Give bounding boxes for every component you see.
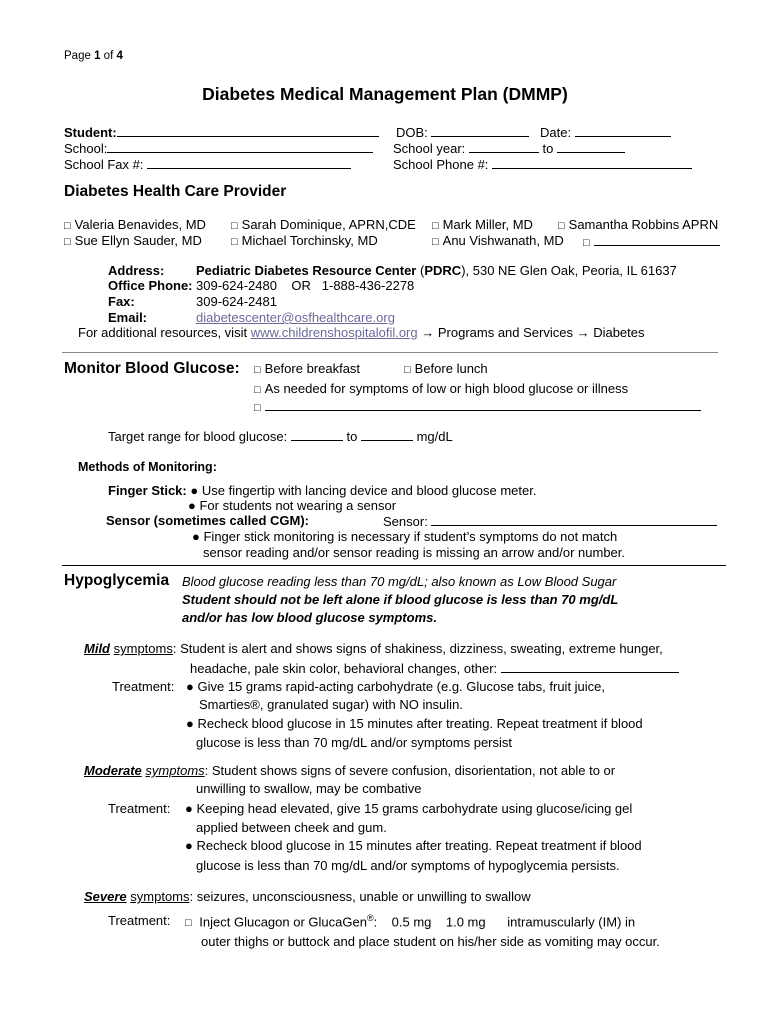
dose-option-1[interactable]: 0.5 mg: [391, 914, 432, 930]
bullet-icon: ●: [186, 679, 194, 694]
student-row: [64, 124, 379, 140]
checkbox-icon[interactable]: □: [231, 220, 238, 232]
severe-symptoms-row: Severe symptoms: seizures, unconsciousness, unable or unwilling to swallow: [84, 889, 531, 904]
monitor-other-option[interactable]: [254, 398, 701, 414]
document-title: Diabetes Medical Management Plan (DMMP): [202, 84, 568, 104]
moderate-treatment-1: ● Keeping head elevated, give 15 grams carbohydrate using glucose/icing gel: [185, 801, 633, 816]
email-link[interactable]: diabetescenter@osfhealthcare.org: [196, 310, 395, 325]
moderate-treatment-2-cont: glucose is less than 70 mg/dL and/or symptoms of hypoglycemia persists.: [196, 858, 620, 873]
date-field[interactable]: [575, 124, 671, 137]
date-label: Date:: [540, 125, 572, 140]
school-year-to: to: [542, 141, 554, 156]
hypoglycemia-description: Blood glucose reading less than 70 mg/dL; also known as Low Blood Sugar: [182, 574, 617, 589]
mild-treatment-2: ● Recheck blood glucose in 15 minutes after treating. Repeat treatment if blood: [186, 716, 643, 731]
severe-treatment-cont: outer thighs or buttock and place student on his/her side as vomiting may occur.: [201, 934, 660, 949]
finger-stick-row: Finger Stick: ● Use fingertip with lancing device and blood glucose meter.: [108, 483, 537, 498]
mild-treatment-label: Treatment:: [112, 679, 175, 694]
checkbox-icon[interactable]: □: [254, 384, 261, 396]
provider-heading: Diabetes Health Care Provider: [64, 183, 287, 200]
hypoglycemia-warning-2: and/or has low blood glucose symptoms.: [182, 610, 437, 625]
school-phone-field[interactable]: [492, 156, 692, 169]
moderate-symptoms-row: Moderate symptoms: Student shows signs of severe confusion, disorientation, not able to or: [84, 763, 616, 778]
provider-option[interactable]: □ Samantha Robbins APRN: [558, 217, 719, 232]
school-field[interactable]: [107, 140, 373, 153]
bullet-icon: ●: [190, 483, 199, 498]
checkbox-icon[interactable]: □: [558, 220, 565, 232]
target-range-row: Target range for blood glucose: to mg/dL: [108, 429, 453, 444]
school-phone-label: School Phone #:: [393, 157, 489, 172]
school-phone-row: [393, 156, 692, 172]
school-year-end-field[interactable]: [557, 140, 625, 153]
fax-label: Fax:: [108, 294, 135, 309]
dob-row: [396, 124, 529, 140]
as-needed-option[interactable]: □ As needed for symptoms of low or high blood glucose or illness: [254, 381, 629, 396]
provider-option[interactable]: □ Michael Torchinsky, MD: [231, 233, 378, 248]
checkbox-icon[interactable]: □: [404, 364, 411, 376]
address-label: Address:: [108, 263, 165, 278]
before-lunch-option[interactable]: □ Before lunch: [404, 361, 488, 376]
sensor-field[interactable]: [431, 513, 717, 526]
school-fax-row: [64, 156, 351, 172]
address-value: Pediatric Diabetes Resource Center (PDRC), 530 NE Glen Oak, Peoria, IL 61637: [196, 263, 677, 278]
checkbox-icon[interactable]: □: [254, 364, 261, 376]
monitor-heading: Monitor Blood Glucose:: [64, 360, 240, 377]
checkbox-icon[interactable]: □: [64, 236, 71, 248]
date-row: [540, 124, 671, 140]
mild-other-field[interactable]: [501, 660, 679, 673]
dose-option-2[interactable]: 1.0 mg: [445, 914, 486, 930]
checkbox-icon[interactable]: □: [254, 402, 261, 414]
school-row: [64, 140, 373, 156]
student-label: Student:: [64, 125, 117, 140]
provider-option[interactable]: □ Mark Miller, MD: [432, 217, 533, 232]
moderate-treatment-2: ● Recheck blood glucose in 15 minutes after treating. Repeat treatment if blood: [185, 838, 642, 853]
bullet-icon: ●: [185, 801, 193, 816]
mild-treatment-2-cont: glucose is less than 70 mg/dL and/or symptoms persist: [196, 735, 512, 750]
moderate-symptoms-cont: unwilling to swallow, may be combative: [196, 781, 422, 796]
methods-heading: Methods of Monitoring:: [78, 460, 217, 474]
provider-option[interactable]: □ Valeria Benavides, MD: [64, 217, 206, 232]
sensor-label: Sensor (sometimes called CGM):: [106, 513, 309, 528]
sensor-note: ● Finger stick monitoring is necessary if student’s symptoms do not match: [192, 529, 618, 544]
severe-treatment-label: Treatment:: [108, 913, 171, 928]
target-high-field[interactable]: [361, 428, 413, 441]
checkbox-icon[interactable]: □: [231, 236, 238, 248]
school-year-start-field[interactable]: [469, 140, 539, 153]
hypoglycemia-heading: Hypoglycemia: [64, 572, 170, 589]
checkbox-icon[interactable]: □: [64, 220, 71, 232]
mild-symptoms-cont: headache, pale skin color, behavioral changes, other:: [190, 660, 679, 676]
before-breakfast-option[interactable]: □ Before breakfast: [254, 361, 361, 376]
provider-option[interactable]: □ Sue Ellyn Sauder, MD: [64, 233, 202, 248]
bullet-icon: ●: [188, 498, 196, 513]
office-phone-value: 309-624-2480 OR 1-888-436-2278: [196, 278, 415, 293]
school-fax-field[interactable]: [147, 156, 351, 169]
provider-other-option[interactable]: [583, 233, 720, 249]
mild-treatment-1-cont: Smarties®, granulated sugar) with NO insulin.: [199, 697, 463, 712]
target-low-field[interactable]: [291, 428, 343, 441]
school-fax-label: School Fax #:: [64, 157, 144, 172]
checkbox-icon[interactable]: □: [583, 237, 590, 249]
bullet-icon: ●: [186, 716, 194, 731]
school-year-row: [393, 140, 625, 156]
student-field[interactable]: [117, 124, 379, 137]
resources-line: For additional resources, visit www.childrenshospitalofil.org → Programs and Services → Diabetes: [78, 325, 645, 340]
email-label: Email:: [108, 310, 148, 325]
monitor-other-field[interactable]: [265, 398, 701, 411]
section-divider: [62, 352, 718, 353]
severe-treatment-row: □ Inject Glucagon or GlucaGen®: 0.5 mg 1.0 mg intramuscularly (IM) in: [185, 913, 636, 930]
dob-field[interactable]: [431, 124, 529, 137]
mild-symptoms-row: Mild symptoms: Student is alert and shows signs of shakiness, dizziness, sweating, extreme hunger,: [84, 641, 663, 656]
checkbox-icon[interactable]: □: [432, 236, 439, 248]
bullet-icon: ●: [185, 838, 193, 853]
moderate-treatment-label: Treatment:: [108, 801, 171, 816]
bullet-icon: ●: [192, 529, 200, 544]
school-label: School:: [64, 141, 108, 156]
provider-option[interactable]: □ Sarah Dominique, APRN,CDE: [231, 217, 416, 232]
fax-value: 309-624-2481: [196, 294, 277, 309]
sensor-note-cont: sensor reading and/or sensor reading is missing an arrow and/or number.: [203, 545, 626, 560]
provider-other-field[interactable]: [594, 233, 720, 246]
finger-stick-note: ● For students not wearing a sensor: [188, 498, 397, 513]
resources-link[interactable]: www.childrenshospitalofil.org: [250, 325, 418, 340]
school-year-label: School year:: [393, 141, 466, 156]
hypoglycemia-warning-1: Student should not be left alone if blood glucose is less than 70 mg/dL: [182, 592, 619, 607]
moderate-treatment-1-cont: applied between cheek and gum.: [196, 820, 387, 835]
section-divider: [62, 565, 726, 566]
provider-option[interactable]: □ Anu Vishwanath, MD: [432, 233, 564, 248]
office-phone-label: Office Phone:: [108, 278, 193, 293]
sensor-row: Sensor:: [383, 513, 717, 529]
checkbox-icon[interactable]: □: [185, 917, 192, 930]
mild-treatment-1: ● Give 15 grams rapid-acting carbohydrate (e.g. Glucose tabs, fruit juice,: [186, 679, 606, 694]
dob-label: DOB:: [396, 125, 428, 140]
page-number: Page 1 of 4: [64, 50, 123, 62]
checkbox-icon[interactable]: □: [432, 220, 439, 232]
